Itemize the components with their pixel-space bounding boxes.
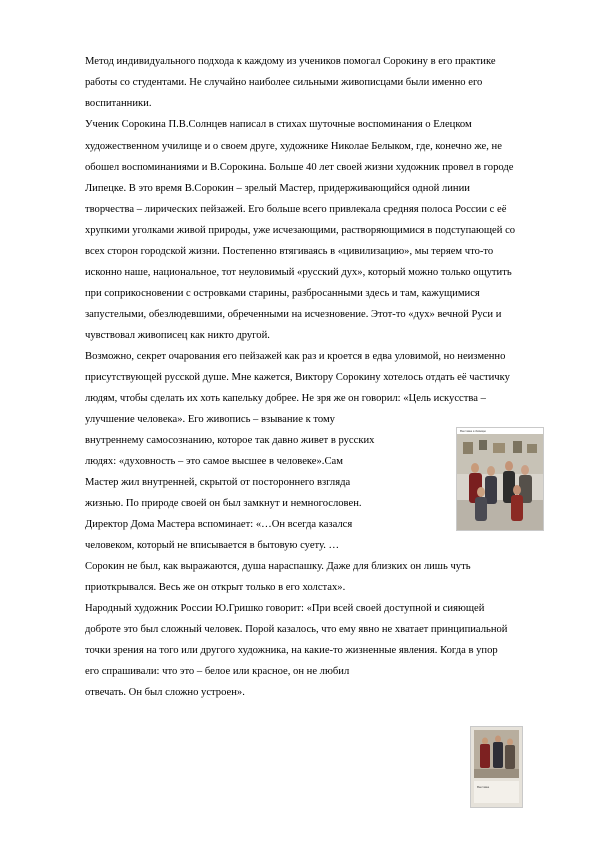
text-line: Сорокин не был, как выражаются, душа нараспашку. Даже для близких он лишь чуть xyxy=(85,561,471,572)
text-line: Мастер жил внутренней, скрытой от постороннего взгляда xyxy=(85,477,351,488)
text-line: приоткрывался. Весь же он открыт только в его холстах». xyxy=(85,582,346,593)
text-line: работы со студентами. Не случайно наиболее сильными живописцами были именно его xyxy=(85,77,483,88)
text-line: жизнью. По природе своей он был замкнут и немногословен. xyxy=(85,498,362,509)
book-cover-caption: Выставка xyxy=(477,785,490,789)
book-cover-image xyxy=(471,727,522,807)
text-line: улучшение человека». Его живопись – взывание к тому xyxy=(85,414,335,425)
text-line: доброте это был сложный человек. Порой казалось, что ему явно не хватает принципиальной xyxy=(85,624,508,635)
exhibition-photo xyxy=(456,427,544,531)
text-line: Возможно, секрет очарования его пейзажей как раз и кроется в едва уловимой, но неизменно xyxy=(85,351,506,362)
text-line: Ученик Сорокина П.В.Солнцев написал в стихах шуточные воспоминания о Елецком xyxy=(85,119,472,130)
text-line: творчества – лирических пейзажей. Его больше всего привлекала средняя полоса России с её xyxy=(85,204,507,215)
exhibition-photo-image xyxy=(457,434,543,530)
text-line: хрупкими уголками живой природы, уже исчезающими, растворяющимися в подступающей со xyxy=(85,225,516,236)
text-line: точки зрения на того или другого художника, на какие-то жизненные явления. Когда в упор xyxy=(85,645,498,656)
text-line: Народный художник России Ю.Гришко говорит: «При всей своей доступной и сияющей xyxy=(85,603,485,614)
text-line: воспитанники. xyxy=(85,98,152,109)
text-line: Метод индивидуального подхода к каждому из учеников помогал Сорокину в его практике xyxy=(85,56,496,67)
text-line: отвечать. Он был сложно устроен». xyxy=(85,687,245,698)
text-line: исконно наше, национальное, тот неуловимый «русский дух», который можно только ощутить xyxy=(85,267,512,278)
text-line: людях: «духовность – это самое высшее в человеке».Сам xyxy=(85,456,343,467)
text-line: Директор Дома Мастера вспоминает: «…Он всегда казался xyxy=(85,519,353,530)
text-line: внутреннему самосознанию, которое так давно живет в русских xyxy=(85,435,375,446)
text-line: обошел воспоминаниями и В.Сорокина. Больше 40 лет своей жизни художник провел в городе xyxy=(85,162,514,173)
text-line: чувствовал живописец как никто другой. xyxy=(85,330,270,341)
text-line: людям, чтобы сделать их хоть капельку добрее. Не зря же он говорил: «Цель искусства – xyxy=(85,393,486,404)
text-line: присутствующей русской душе. Мне кажется, Виктору Сорокину хотелось отдать её частичку xyxy=(85,372,510,383)
book-cover-photo xyxy=(470,726,523,808)
text-line: его спрашивали: что это – белое или красное, он не любил xyxy=(85,666,350,677)
text-line: художественном училище и о своем друге, художнике Николае Белыком, где, конечно же, не xyxy=(85,141,502,152)
text-line: запустелыми, обезлюдевшими, обреченными на исчезновение. Этот-то «дух» вечной Руси и xyxy=(85,309,502,320)
text-line: Липецке. В это время В.Сорокин – зрелый Мастер, придерживающийся одной линии xyxy=(85,183,470,194)
text-line: человеком, который не вписывается в бытовую суету. … xyxy=(85,540,340,551)
photo-caption: Выставка в Липецке xyxy=(460,429,487,433)
text-line: при соприкосновении с островками старины, разбросанными здесь и там, кажущимися xyxy=(85,288,480,299)
text-line: всех сторон городской жизни. Постепенно втягиваясь в «цивилизацию», мы теряем что-то xyxy=(85,246,494,257)
